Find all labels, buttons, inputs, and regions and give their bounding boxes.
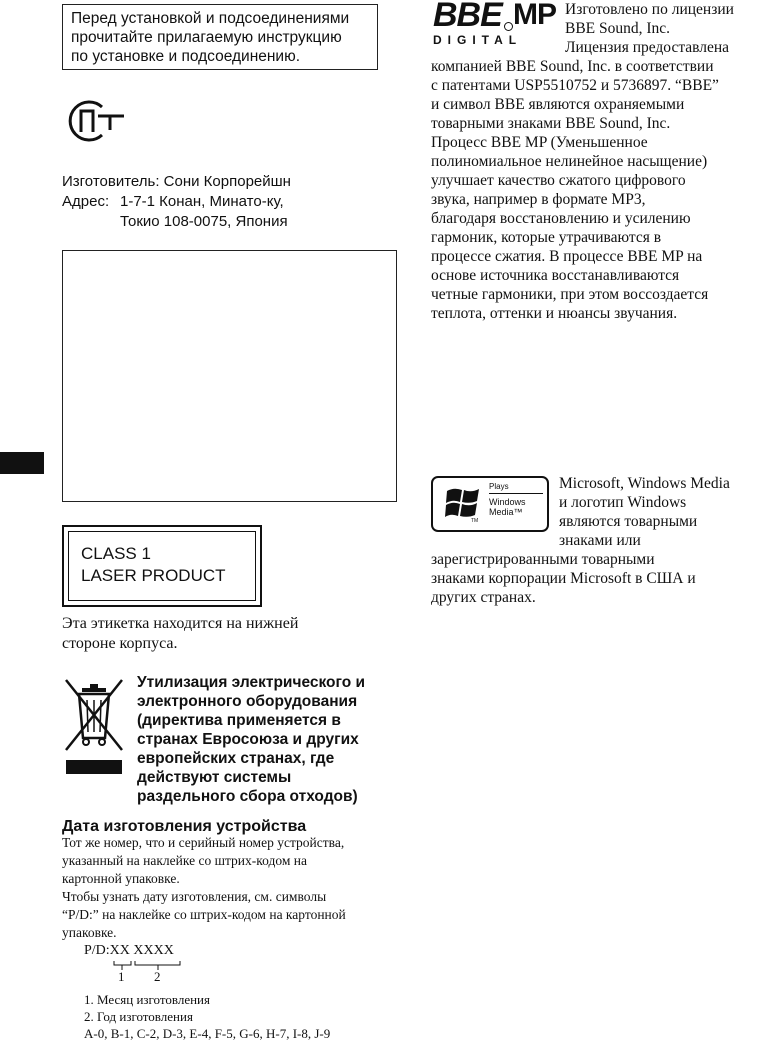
ms-line: знаками или <box>559 532 641 549</box>
pd-marker-1: 1 <box>118 969 125 984</box>
laser-product-line: LASER PRODUCT <box>81 566 226 585</box>
note-line: стороне корпуса. <box>62 635 178 652</box>
weee-line: действуют системы <box>137 769 292 786</box>
weee-bin-icon <box>62 676 126 778</box>
bbe-line: полиномиальное нелинейное насыщение) <box>431 153 708 170</box>
ms-logo-plays: Plays <box>489 482 509 491</box>
ms-logo-media: Media™ <box>489 507 523 517</box>
blank-frame <box>62 250 397 502</box>
notice-line: Перед установкой и подсоединениями <box>71 10 350 27</box>
bbe-line: компанией BBE Sound, Inc. в соответствии <box>431 58 714 75</box>
address-label: Адрес: <box>62 193 110 210</box>
ms-line: знаками корпорации Microsoft в США и <box>431 570 696 587</box>
address-line: 1-7-1 Конан, Минато-ку, <box>120 193 284 210</box>
pct-certification-icon <box>62 98 126 144</box>
bbe-line: и символ BBE являются охраняемыми <box>431 96 685 113</box>
weee-line: раздельного сбора отходов) <box>137 788 358 805</box>
maker-value: Сони Корпорейшн <box>163 173 291 190</box>
bbe-line: товарными знаками BBE Sound, Inc. <box>431 115 671 132</box>
laser-class-line: CLASS 1 <box>81 544 151 563</box>
ms-line: других странах. <box>431 589 536 606</box>
bbe-line: с патентами USP5510752 и 5736897. “BBE” <box>431 77 719 94</box>
pd-legend <box>84 991 404 1042</box>
bbe-logo-text: BBE <box>433 0 502 34</box>
bbe-line: Лицензия предоставлена <box>565 39 730 56</box>
bbe-line: Процесс BBE MP (Уменьшенное <box>431 134 648 151</box>
manufacturer-info <box>62 172 382 232</box>
bbe-logo-digital: DIGITAL <box>433 33 523 47</box>
laser-class-label <box>62 525 262 607</box>
manufacture-date-body <box>62 834 392 942</box>
ms-line: зарегистрированными товарными <box>431 551 655 568</box>
pd-code-diagram <box>84 942 244 986</box>
notice-line: прочитайте прилагаемую инструкцию <box>71 29 342 46</box>
bbe-line: улучшает качество сжатого цифрового <box>431 172 686 189</box>
date-body-line: картонной упаковке. <box>62 871 180 886</box>
weee-line: Утилизация электрического и <box>137 674 366 691</box>
pd-marker-2: 2 <box>154 969 161 984</box>
manufacture-date-title: Дата изготовления устройства <box>62 818 307 835</box>
bbe-line: гармоник, которые утрачиваются в <box>431 229 662 246</box>
address-line: Токио 108-0075, Япония <box>120 213 288 230</box>
notice-line: по установке и подсоединению. <box>71 48 301 65</box>
pd-code: P/D:XX XXXX <box>84 943 174 958</box>
date-body-line: Тот же номер, что и серийный номер устройства, <box>62 835 345 850</box>
date-body-line: указанный на наклейке со штрих-кодом на <box>62 853 307 868</box>
ms-logo-windows: Windows <box>489 497 526 507</box>
date-body-line: упаковке. <box>62 925 117 940</box>
ms-logo-tm: TM <box>471 518 479 524</box>
ms-line: и логотип Windows <box>559 494 687 511</box>
weee-line: странах Евросоюза и других <box>137 731 359 748</box>
bbe-license-text <box>431 0 761 323</box>
bbe-line: теплота, оттенки и нюансы звучания. <box>431 305 678 322</box>
weee-line: европейских странах, где <box>137 750 335 767</box>
install-notice-box <box>62 4 378 70</box>
weee-notice <box>137 673 397 806</box>
bbe-line: процессе сжатия. В процессе BBE MP на <box>431 248 703 265</box>
legend-line: 1. Месяц изготовления <box>84 992 210 1007</box>
bbe-logo-mp: MP <box>513 0 556 31</box>
bbe-line: Изготовлено по лицензии <box>565 1 734 18</box>
bbe-line: благодаря восстановлению и усилению <box>431 210 691 227</box>
note-line: Эта этикетка находится на нижней <box>62 615 299 632</box>
ms-line: являются товарными <box>559 513 698 530</box>
maker-label: Изготовитель: <box>62 173 160 190</box>
legend-line: A-0, B-1, C-2, D-3, E-4, F-5, G-6, H-7, I-8, J-9 <box>84 1026 331 1041</box>
bbe-line: четные гармоники, при этом воссоздается <box>431 286 709 303</box>
bbe-line: BBE Sound, Inc. <box>565 20 671 37</box>
date-body-line: “P/D:” на наклейке со штрих-кодом на картонной <box>62 907 346 922</box>
microsoft-trademark-text <box>431 474 761 607</box>
legend-line: 2. Год изготовления <box>84 1009 193 1024</box>
label-location-note <box>62 614 392 654</box>
language-tab-marker <box>0 452 44 474</box>
weee-line: (директива применяется в <box>137 712 341 729</box>
bbe-line: основе источника восстанавливаются <box>431 267 680 284</box>
pd-bracket-lines <box>84 942 244 986</box>
bbe-line: звука, например в формате MP3, <box>431 191 646 208</box>
ms-line: Microsoft, Windows Media <box>559 475 730 492</box>
date-body-line: Чтобы узнать дату изготовления, см. символы <box>62 889 327 904</box>
weee-line: электронного оборудования <box>137 693 358 710</box>
